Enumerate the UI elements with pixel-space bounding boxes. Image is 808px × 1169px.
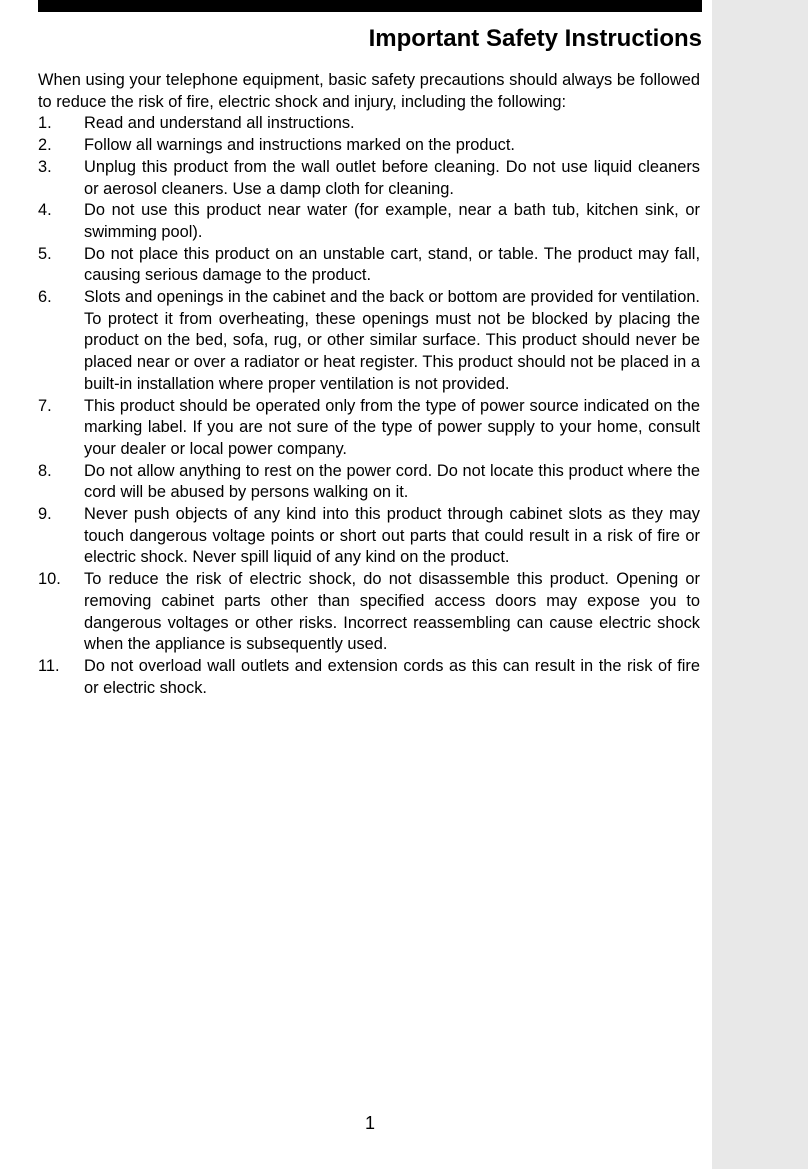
instruction-number: 10. [38, 570, 61, 589]
header-rule [38, 0, 702, 12]
instruction-text: Do not allow anything to rest on the power cord. Do not locate this product where the cord will be abused by persons walking on it. [84, 461, 700, 502]
safety-instructions-content [38, 70, 700, 699]
instruction-text: Read and understand all instructions. [84, 114, 355, 133]
instruction-item [38, 396, 700, 461]
intro-paragraph: When using your telephone equipment, basic safety precautions should always be followed to reduce the risk of fire, electric shock and injury, including the following: [38, 71, 700, 111]
instruction-number: 2. [38, 136, 52, 155]
instruction-item [38, 656, 700, 699]
instruction-text: Slots and openings in the cabinet and the back or bottom are provided for ventilation. To protect it from overheating, these openings must not be blocked by placing the product on the bed, sofa, rug, or other similar surface. This product should never be placed near or over a radiator or heat register. This product should not be placed in a built-in installation where proper ventilation is not provided. [84, 288, 700, 393]
page-title: Important Safety Instructions [368, 25, 702, 52]
instruction-item [38, 569, 700, 656]
instruction-item [38, 287, 700, 396]
instruction-text: Do not place this product on an unstable cart, stand, or table. The product may fall, causing serious damage to the product. [84, 244, 700, 285]
instruction-text: Do not overload wall outlets and extension cords as this can result in the risk of fire or electric shock. [84, 656, 700, 697]
instruction-number: 7. [38, 396, 52, 415]
instruction-text: To reduce the risk of electric shock, do not disassemble this product. Opening or removing cabinet parts other than specified access doors may expose you to dangerous voltages or other risks. Incorrect reassembling can cause electric shock when the appliance is subsequently used. [84, 570, 700, 654]
instruction-number: 3. [38, 157, 52, 176]
instruction-item [38, 200, 700, 243]
instruction-number: 6. [38, 288, 52, 307]
instruction-text: Unplug this product from the wall outlet before cleaning. Do not use liquid cleaners or aerosol cleaners. Use a damp cloth for cleaning. [84, 157, 700, 198]
instruction-item [38, 157, 700, 200]
instruction-item [38, 244, 700, 287]
instruction-list [38, 113, 700, 699]
instruction-number: 11. [38, 656, 60, 675]
page-number: 1 [364, 1113, 375, 1133]
instruction-text: Follow all warnings and instructions marked on the product. [84, 136, 515, 155]
instruction-text: This product should be operated only from the type of power source indicated on the marking label. If you are not sure of the type of power supply to your home, consult your dealer or local power company. [84, 396, 700, 458]
instruction-number: 5. [38, 244, 52, 263]
instruction-number: 8. [38, 461, 52, 480]
instruction-text: Do not use this product near water (for example, near a bath tub, kitchen sink, or swimming pool). [84, 201, 700, 241]
instruction-item [38, 135, 700, 157]
instruction-text: Never push objects of any kind into this product through cabinet slots as they may touch dangerous voltage points or short out parts that could result in a risk of fire or electric shock. Never spill liquid of any kind on the product. [84, 505, 700, 567]
instruction-item [38, 504, 700, 569]
side-tab-strip [712, 0, 808, 1169]
instruction-number: 1. [38, 114, 52, 133]
instruction-number: 4. [38, 201, 52, 220]
instruction-number: 9. [38, 505, 52, 524]
instruction-item [38, 461, 700, 504]
instruction-item [38, 113, 700, 135]
